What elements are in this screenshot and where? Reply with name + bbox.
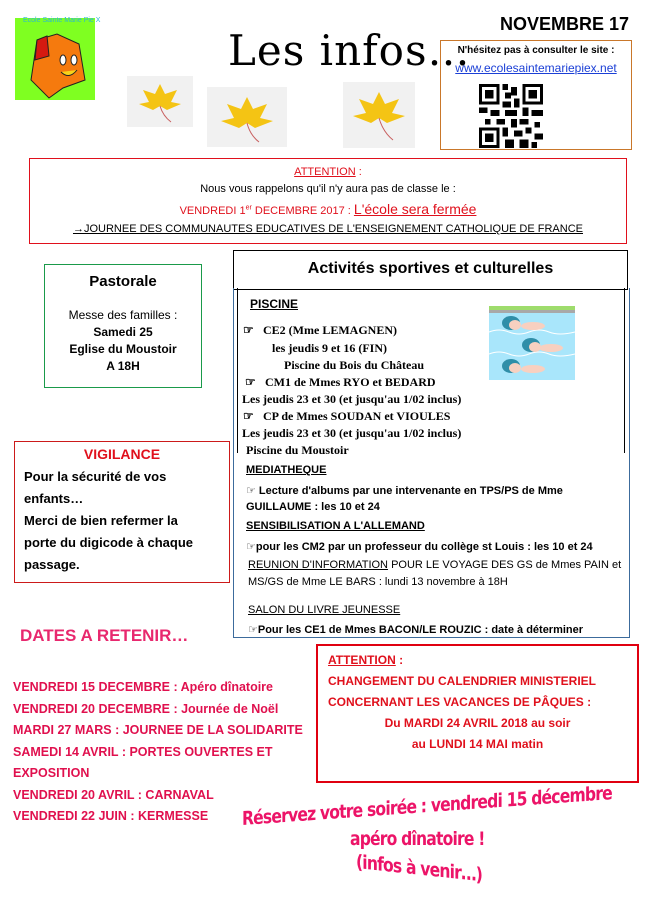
date-item: SAMEDI 14 AVRIL : PORTES OUVERTES ET bbox=[13, 744, 273, 759]
maple-leaf-icon bbox=[127, 76, 193, 127]
notice-event: →JOURNEE DES COMMUNAUTES EDUCATIVES DE L'ENSEIGNEMENT CATHOLIQUE DE FRANCE bbox=[72, 223, 583, 235]
piscine-where: Piscine du Bois du Château bbox=[284, 358, 425, 372]
piscine-item: ☞ CE2 (Mme LEMAGNEN) bbox=[243, 323, 397, 337]
mediatheque-line: ☞ Lecture d'albums par une intervenante en TPS/PS de Mme bbox=[246, 485, 563, 497]
date-item: VENDREDI 15 DECEMBRE : Apéro dînatoire bbox=[13, 680, 273, 694]
page-title: Les infos… bbox=[228, 26, 471, 75]
date-item: VENDREDI 20 DECEMBRE : Journée de Noël bbox=[13, 701, 279, 716]
schoolbag-mascot-icon bbox=[27, 30, 89, 100]
salon-heading: SALON DU LIVRE JEUNESSE bbox=[248, 604, 401, 616]
notice-reminder: Nous vous rappelons qu'il n'y aura pas de classe le : bbox=[200, 183, 456, 195]
allemand-heading: SENSIBILISATION A L'ALLEMAND bbox=[246, 520, 425, 532]
pointing-hand-icon: ☞ bbox=[243, 323, 254, 337]
date-item: EXPOSITION bbox=[13, 766, 90, 780]
activities-title: Activités sportives et culturelles bbox=[307, 260, 554, 277]
notice-line: CONCERNANT LES VACANCES DE PÂQUES : bbox=[328, 695, 592, 709]
divider bbox=[624, 288, 625, 453]
pastorale-box bbox=[44, 264, 202, 388]
closure-notice bbox=[29, 158, 627, 244]
vigilance-body: Pour la sécurité de vos enfants… Merci de bien refermer la porte du digicode à chaque passage. bbox=[24, 469, 194, 572]
school-logo bbox=[15, 17, 101, 100]
piscine-heading: PISCINE bbox=[250, 297, 299, 311]
notice-title: ATTENTION : bbox=[294, 166, 362, 178]
holiday-change-notice bbox=[316, 644, 639, 783]
allemand-line: ☞pour les CM2 par un professeur du collège st Louis : les 10 et 24 bbox=[246, 541, 593, 553]
date-item: MARDI 27 MARS : JOURNEE DE LA SOLIDARITE bbox=[13, 723, 303, 737]
notice-line: Du MARDI 24 AVRIL 2018 au soir bbox=[384, 716, 571, 730]
notice-line: au LUNDI 14 MAI matin bbox=[411, 737, 544, 751]
website-link[interactable]: www.ecolesaintemariepiex.net bbox=[455, 61, 617, 75]
maple-leaf-icon bbox=[207, 87, 287, 147]
vigilance-title: VIGILANCE bbox=[83, 446, 161, 462]
pointing-hand-icon: ☞ bbox=[243, 409, 254, 423]
notice-date: VENDREDI 1er DECEMBRE 2017 : L'école sera fermée bbox=[179, 201, 477, 217]
qr-code-icon[interactable] bbox=[478, 84, 544, 148]
issue-month: NOVEMBRE 17 bbox=[500, 14, 630, 34]
dates-title: DATES A RETENIR… bbox=[20, 626, 189, 645]
maple-leaf-icon bbox=[343, 82, 415, 148]
pastorale-details: Messe des familles : Samedi 25 Eglise du Moustoir A 18H bbox=[68, 308, 178, 373]
notice-title: ATTENTION : bbox=[328, 653, 404, 667]
date-item: VENDREDI 22 JUIN : KERMESSE bbox=[13, 809, 209, 823]
pastorale-title: Pastorale bbox=[89, 273, 157, 290]
website-box bbox=[440, 40, 632, 150]
divider bbox=[237, 288, 238, 453]
mediatheque-heading: MEDIATHEQUE bbox=[246, 464, 327, 476]
reserve-evening-wordart: Réservez votre soirée : vendredi 15 décembre apéro dînatoire ! (infos à venir…) bbox=[242, 782, 612, 887]
swimmers-icon bbox=[489, 306, 575, 380]
salon-line: ☞Pour les CE1 de Mmes BACON/LE ROUZIC : date à déterminer bbox=[248, 624, 584, 636]
piscine-when: Les jeudis 23 et 30 (et jusqu'au 1/02 inclus) bbox=[242, 426, 462, 440]
piscine-when: Les jeudis 23 et 30 (et jusqu'au 1/02 inclus) bbox=[242, 392, 462, 406]
logo-text: Ecole Sainte Marie Pie X bbox=[23, 17, 101, 24]
piscine-item: ☞ CM1 de Mmes RYO et BEDARD bbox=[245, 375, 436, 389]
vigilance-box bbox=[14, 441, 230, 583]
consult-text: N'hésitez pas à consulter le site : bbox=[457, 45, 615, 56]
piscine-where: Piscine du Moustoir bbox=[246, 443, 349, 457]
piscine-when: les jeudis 9 et 16 (FIN) bbox=[272, 341, 387, 355]
reunion-line: REUNION D'INFORMATION POUR LE VOYAGE DES GS de Mmes PAIN et bbox=[248, 559, 622, 571]
reunion-line: MS/GS de Mme LE BARS : lundi 13 novembre à 18H bbox=[248, 576, 508, 588]
school-closed-text: L'école sera fermée bbox=[353, 201, 477, 217]
date-item: VENDREDI 20 AVRIL : CARNAVAL bbox=[13, 787, 214, 802]
notice-line: CHANGEMENT DU CALENDRIER MINISTERIEL bbox=[328, 674, 597, 688]
mediatheque-line: GUILLAUME : les 10 et 24 bbox=[246, 501, 380, 513]
piscine-item: ☞ CP de Mmes SOUDAN et VIOULES bbox=[243, 409, 451, 423]
activities-title-box bbox=[233, 250, 628, 290]
pointing-hand-icon: ☞ bbox=[245, 375, 256, 389]
